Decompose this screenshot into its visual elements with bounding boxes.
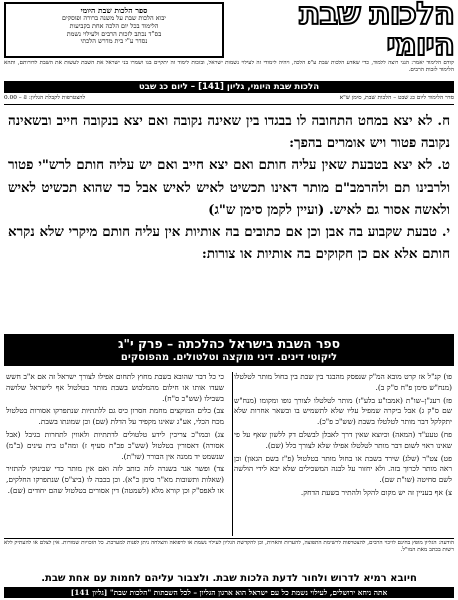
- divider-rule: [4, 104, 454, 105]
- masthead: [4, 0, 454, 63]
- info-box-title: ספר הלכות שבת היומי: [80, 6, 148, 15]
- column-paragraph: צג) ובמו"כ צריכין לידע טלטולים לדתתיות ולאווין לתחרות בגיבל (אבל אסורה) דאסורין בטלטול (שש"כ פכ"ח סעיף ז) ומה"ט בית עינים (ב"מ) שנשמט יד ממנה אין הבורר (שו"ת).: [6, 429, 224, 461]
- left-column: [6, 372, 224, 536]
- footer-notes: הודעה: הגליון מופץ בחינם לזיכוי הרבים, להצטרפות לרשימת התפוצה, להערות והארות, וכן להקדשת הגליון לעילוי נשמת או לרפואה והצלחה ניתן לפנות למערכת. כל הזכויות שמורות. אין לצלם או להעתיק ללא רשות בכתב מאת המו"ל.: [4, 540, 454, 553]
- issue-bar: הלכות שבת היומי, גליון [141] – ליום כג שבט: [4, 81, 454, 93]
- column-paragraph: פח) טעע"ד (המאה) וכיוצא שאין דרך לאבלן לבשלם דק ללשון שאף על פי שאינו ראוי לשום דבר מותר לטלטלו אפילו שלא לצורך כלל (שם).: [234, 429, 452, 450]
- subscribe-note: להצטרפות לקבלת הגליון: ₪ – 0.00: [4, 95, 86, 101]
- masthead-info-box: [4, 2, 224, 58]
- column-divider: [232, 372, 233, 536]
- column-paragraph: צ) אף בעניין זה יש מקום להקל ולהתיר בשעת הדחק.: [300, 487, 452, 497]
- study-schedule: סדר הלימוד ליום כג שבט – הלכות שבת, סימן ש"א: [339, 95, 454, 101]
- footer-bar: אתה ניחא ירושלים, לעילוי נשמת כל עם ישראל הוא ארגון הגליון – לכל השבתות "הלכות שבת" [גליון 141]: [4, 587, 454, 598]
- info-box-line: הלימוד בכל יום הלכה אחת בקביעות: [69, 22, 159, 30]
- column-paragraph: פו) קנ"ל אז קרט מובא המ"ק שנפסק מהבגד בין שבת בין בחול מותר לטלטלו (מנח"ש סימן פ"ח ס"ק ב).: [234, 372, 452, 392]
- info-box-line: בס"ד נכתב לזכות הרבים ולעילוי נשמת: [66, 30, 162, 38]
- halacha-paragraph: ח. לא יצא במחט התחובה לו בבגדו בין שאינה נקובה ואם יצא בנקובה חייב ובשאינה נקובה פטור ויש אומרים בהפך:: [8, 113, 450, 152]
- footer-slogan: חיובא רמיא לדרוש ולחור לדעת הלכות שבת. ולצבור עליהם לחמות עם אחת שבת.: [41, 573, 417, 584]
- info-box-line: נסדר ע"י בית מדרש הלכתי: [80, 38, 148, 46]
- divider-rule: [4, 538, 454, 539]
- halacha-paragraph: י. טבעת שקבוע בה אבן וכן אם כתובים בה אותיות אין עליה חותם מיקרי שלא נקרא חותם אלא אם כן חקוקים בה אותיות או צורות:: [8, 224, 450, 263]
- column-paragraph: צב) כלים המוקצים מחמת חסרון כיס גם ללתתיות שנתפרקו אסורות בטלטול מכח הכלי, אע"ג שאינו מקפיד על הדלת (שם) וכן שמונתו בשבת.: [6, 406, 224, 427]
- halachot-section: [8, 110, 450, 330]
- intro-paragraph: קודם הלימוד יאמר: הנני רוצה ללמוד, כדי שאדע הלכות שבת ע"פ הלכה, ויהיה לימודי זה לעילוי נשמות ישראל, ובזכות לימוד זה יתקיים בנו ושמרו בני ישראל את השבת לעשות את השבת לדורותם, ותהא הלימוד לזכות הרבים.: [4, 60, 454, 73]
- title-box: [232, 0, 454, 63]
- right-column: [234, 372, 452, 536]
- sefer-title: ספר השבת בישראל כהלכתה – פרק י"ג: [117, 336, 340, 351]
- column-paragraph: צד) ופשר אגר בשנרה לזה כותב לזה ואם אין מותר כדי שבינוקי להתזיר (שאלות ותשובות מא"ר סימן כ"א). וכן בכבה לו (ביצ"ס) שנתפרקו החלקים, או לאפס"ק וכן קורא מלא (לשמטה) דין אסורים בטלטול שהם יחודים (שם).: [6, 464, 224, 495]
- column-paragraph: פז) רעג"ן–שו"ת (אמבו"ע בלע"ז) מותר לטלטלו לצורך גופו ומקומו (מנח"ש שם ס"ק ג) אבל ביקרה שמפיל עליו שלא לתשמיש בו ובשאר אחרות שלא יתקלקל דבר מותר לטלטלו בשבת (שש"כ פ"כ).: [234, 395, 452, 427]
- column-paragraph: כי כל דבר שהובא בשבת מחוץ לתחום אפילו לצורך ישראל זה אם א"ב חשש שעדו אותו או חילום מהמלבוש בשבת מותר בטלטול אף לישראל שלושה בשבילו (שש"כ ס"ח).: [6, 372, 224, 403]
- halacha-paragraph: ט. לא יצא בטבעת שאין עליה חותם ואם יצא חייב ואם יש עליה חותם לרש"י פטור ולרבינו תם ולהרמב"ם מותר דאינו תכשיט לאיש לאיש אבל כד שהוא תכשיט לאיש ולאשה אסור גם לאיש. (ועיין לקמן סימן ש"ג): [8, 157, 450, 218]
- column-paragraph: פט) צט"ר (שלג) שירד בשבת או בחול מותר בטלטול (פ"ז בשם הגאון) וכן ראה מותר לכרוך בזה. ולא יחזור על לבנה המשכילים שלא יבא לידי הולשה לשם סחיטה (שו"ת שם).: [234, 453, 452, 485]
- info-box-line: יבוא הלכות שבת על משנה ברורה ופוסקים: [62, 15, 166, 22]
- sub-bar: [4, 94, 454, 102]
- publication-title: הלכות שבת היומי: [299, 0, 454, 63]
- sefer-header: [4, 334, 454, 366]
- two-column-text: [6, 372, 452, 536]
- sefer-subtitle: ליקוטי דינים. דיני מוקצה וטלטולים. מהפוסקים: [120, 352, 338, 363]
